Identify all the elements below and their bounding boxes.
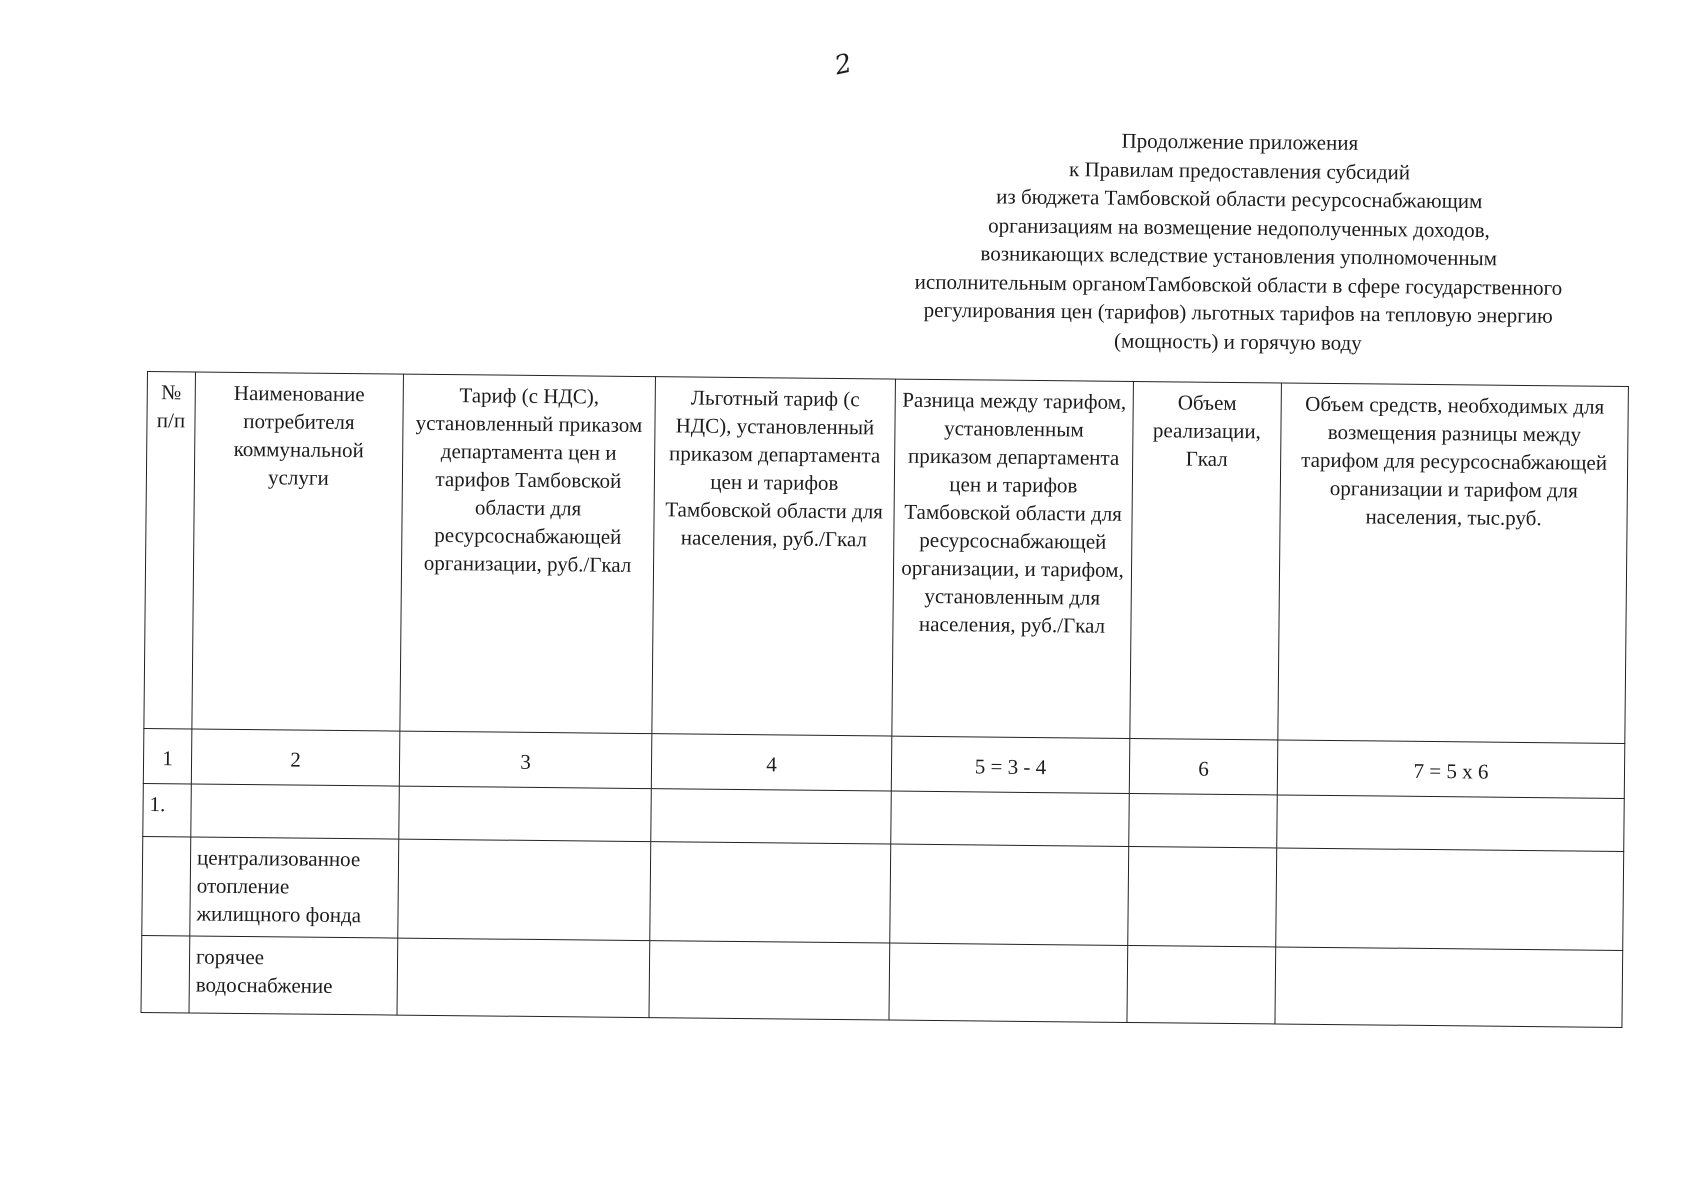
header-line: регулирования цен (тарифов) льготных тарифов на тепловую энергию xyxy=(923,297,1553,328)
header-line: Продолжение приложения xyxy=(1121,128,1359,155)
header-line: возникающих вследствие установления уполномоченным xyxy=(980,241,1498,271)
column-header-volume: Объем реализации, Гкал xyxy=(1130,381,1282,739)
header-line: организациям на возмещение недополученных доходов, xyxy=(988,212,1490,242)
header-line: (мощность) и горячую воду xyxy=(1114,328,1362,355)
subsidy-table xyxy=(141,371,1629,1028)
table-cell xyxy=(397,938,650,1018)
table-cell: централизованное отопление жилищного фонда xyxy=(190,837,399,938)
column-header-funds: Объем средств, необходимых для возмещения разницы между тарифом для ресурсоснабжающей организации и тарифом для населения, тыс.руб. xyxy=(1278,383,1629,743)
table-cell xyxy=(649,941,890,1020)
table-cell xyxy=(191,784,400,839)
table-cell xyxy=(1129,793,1278,847)
table-cell xyxy=(889,943,1128,1022)
column-number: 3 xyxy=(399,731,652,789)
header-line: исполнительным органомТамбовской области в сфере государственного xyxy=(914,269,1563,300)
column-header-consumer: Наименование потребителя коммунальной услуги xyxy=(192,372,404,731)
table-cell xyxy=(1127,945,1276,1023)
table-cell xyxy=(142,836,191,935)
table-cell xyxy=(651,789,892,844)
header-line: к Правилам предоставления субсидий xyxy=(1068,156,1411,184)
table-cell xyxy=(891,791,1130,846)
table-row xyxy=(141,935,1623,1027)
table-cell xyxy=(141,935,190,1012)
appendix-header xyxy=(848,124,1630,359)
column-header-tariff-difference: Разница между тарифом, установленным приказом департамента цен и тарифов Тамбовской области для ресурсоснабжающей организации, и тарифом, установленным для населения, руб./Гкал xyxy=(892,379,1134,738)
table-header-row xyxy=(144,372,1629,744)
column-header-number: № п/п xyxy=(144,372,196,729)
page-number: 2 xyxy=(832,48,855,82)
table-row xyxy=(142,836,1624,950)
table-cell xyxy=(650,842,891,943)
table-cell xyxy=(1275,947,1623,1028)
table-cell xyxy=(1276,848,1624,951)
column-number: 7 = 5 x 6 xyxy=(1277,740,1625,799)
column-header-tariff-supplier: Тариф (с НДС), установленный приказом департамента цен и тарифов Тамбовской области для ресурсоснабжающей организации, руб./Гкал xyxy=(400,374,656,734)
column-header-tariff-population: Льготный тариф (с НДС), установленный приказом департамента цен и тарифов Тамбовской области для населения, руб./Гкал xyxy=(652,377,896,736)
table-cell: 1. xyxy=(143,783,192,836)
table-cell xyxy=(1128,846,1277,946)
table-cell xyxy=(398,839,651,941)
column-number: 2 xyxy=(191,729,400,786)
table-cell xyxy=(1277,795,1625,852)
table-cell xyxy=(890,844,1129,945)
table-cell: горячее водоснабжение xyxy=(189,936,398,1015)
column-number: 6 xyxy=(1129,738,1278,794)
table-cell xyxy=(399,786,652,842)
column-number: 5 = 3 - 4 xyxy=(891,736,1130,793)
column-number: 4 xyxy=(651,734,892,791)
column-number: 1 xyxy=(143,728,192,783)
header-line: из бюджета Тамбовской области ресурсоснабжающим xyxy=(996,184,1483,214)
